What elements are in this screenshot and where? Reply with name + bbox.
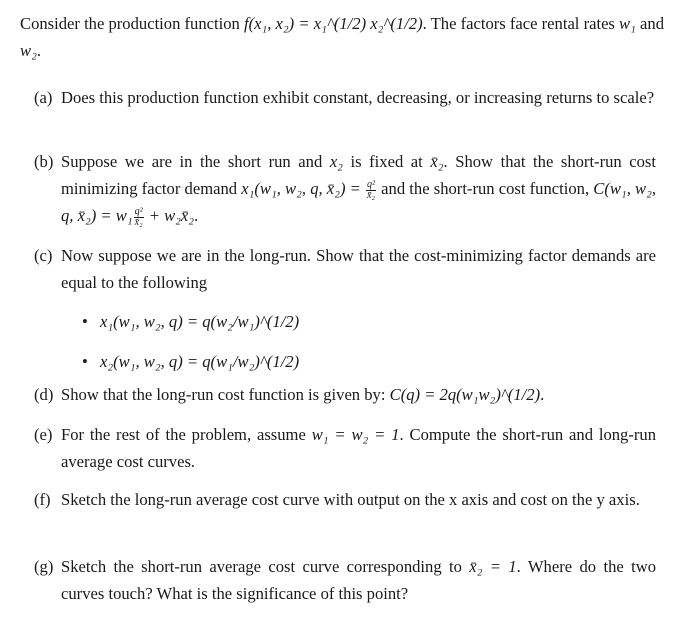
part-b-label: (b): [34, 152, 54, 171]
intro-text-2: . The factors face rental rates: [422, 14, 620, 33]
bullet-dot: •: [82, 352, 88, 371]
w2-symbol: w₂: [20, 41, 37, 60]
part-d-label: (d): [34, 385, 54, 404]
fixed-x2-formula: x̄₂ = 1: [469, 557, 517, 576]
cost-fraction: [134, 207, 144, 228]
part-e-text-2: . Compute the short-run and long-run average cost curves.: [61, 425, 656, 471]
cost-fraction-denominator: x̄₂: [134, 216, 143, 228]
part-g-text-1: Sketch the short-run average cost curve corresponding to: [61, 557, 470, 576]
part-e-text-1: For the rest of the problem, assume: [61, 425, 312, 444]
intro-text-1: Consider the production function: [20, 14, 244, 33]
x2-demand-formula: x₂(w₁, w₂, q) = q(w₁/w₂)^(1/2): [100, 352, 300, 371]
equal-wages-formula: w₁ = w₂ = 1: [311, 425, 400, 444]
demand-fraction-numerator: q²: [367, 178, 376, 190]
list-item: [82, 348, 642, 375]
part-g-text-2: . Where do the two curves touch? What is the significance of this point?: [61, 557, 656, 603]
part-e: [34, 421, 656, 475]
part-b-text: [34, 148, 656, 229]
part-g-label: (g): [34, 557, 54, 576]
part-b-text-1: Suppose we are in the short run and: [61, 152, 330, 171]
part-c-label: (c): [34, 246, 53, 265]
x1-demand-formula: x₁(w₁, w₂, q) = q(w₂/w₁)^(1/2): [100, 312, 300, 331]
part-c: [34, 242, 656, 296]
part-g-text: [34, 553, 656, 607]
bullet-dot: •: [82, 312, 88, 331]
part-b-text-2: is fixed at: [342, 152, 431, 171]
x2-bar-symbol: x̄₂: [430, 152, 444, 171]
short-run-cost-formula-tail: + w₂x̄₂: [148, 206, 195, 225]
part-f-label: (f): [34, 490, 51, 509]
part-d-text: [34, 381, 656, 408]
w1-symbol: w₁: [619, 14, 636, 33]
long-run-cost-formula: C(q) = 2q(w₁w₂)^(1/2): [389, 385, 541, 404]
part-g: [34, 553, 656, 607]
part-d-text-1: Show that the long-run cost function is given by:: [61, 385, 390, 404]
factor-demand-list: [82, 308, 642, 375]
intro-text-3: and: [635, 14, 664, 33]
part-b-text-5: .: [194, 206, 199, 225]
part-b-text-3: . Show that the short-run cost minimizing factor demand: [61, 152, 656, 198]
cost-fraction-numerator: q²: [134, 205, 143, 217]
short-run-demand-formula: x₁(w₁, w₂, q, x̄₂) =: [241, 179, 361, 198]
part-c-text: Now suppose we are in the long-run. Show that the cost-minimizing factor demands are equal to the following: [61, 246, 656, 292]
part-d: [34, 381, 656, 408]
list-item: [82, 308, 642, 335]
part-a-label: (a): [34, 88, 53, 107]
short-run-cost-formula: C(w₁, w₂, q, x̄₂) = w₁: [61, 179, 656, 225]
problem-intro: [20, 10, 684, 64]
part-e-text: [34, 421, 656, 475]
intro-text-4: .: [36, 41, 41, 60]
part-a: [34, 84, 656, 111]
part-f-text: Sketch the long-run average cost curve with output on the x axis and cost on the y axis.: [61, 490, 640, 509]
x2-symbol: x₂: [329, 152, 343, 171]
part-f: [34, 486, 656, 513]
part-b: [34, 148, 656, 229]
demand-fraction: [366, 180, 376, 201]
part-b-text-4: and the short-run cost function,: [377, 179, 594, 198]
demand-fraction-denominator: x̄₂: [367, 189, 375, 201]
production-function-formula: f(x₁, x₂) = x₁^(1/2) x₂^(1/2): [243, 14, 423, 33]
part-d-text-2: .: [540, 385, 545, 404]
part-e-label: (e): [34, 425, 53, 444]
part-a-text: Does this production function exhibit constant, decreasing, or increasing returns to scale?: [61, 88, 655, 107]
